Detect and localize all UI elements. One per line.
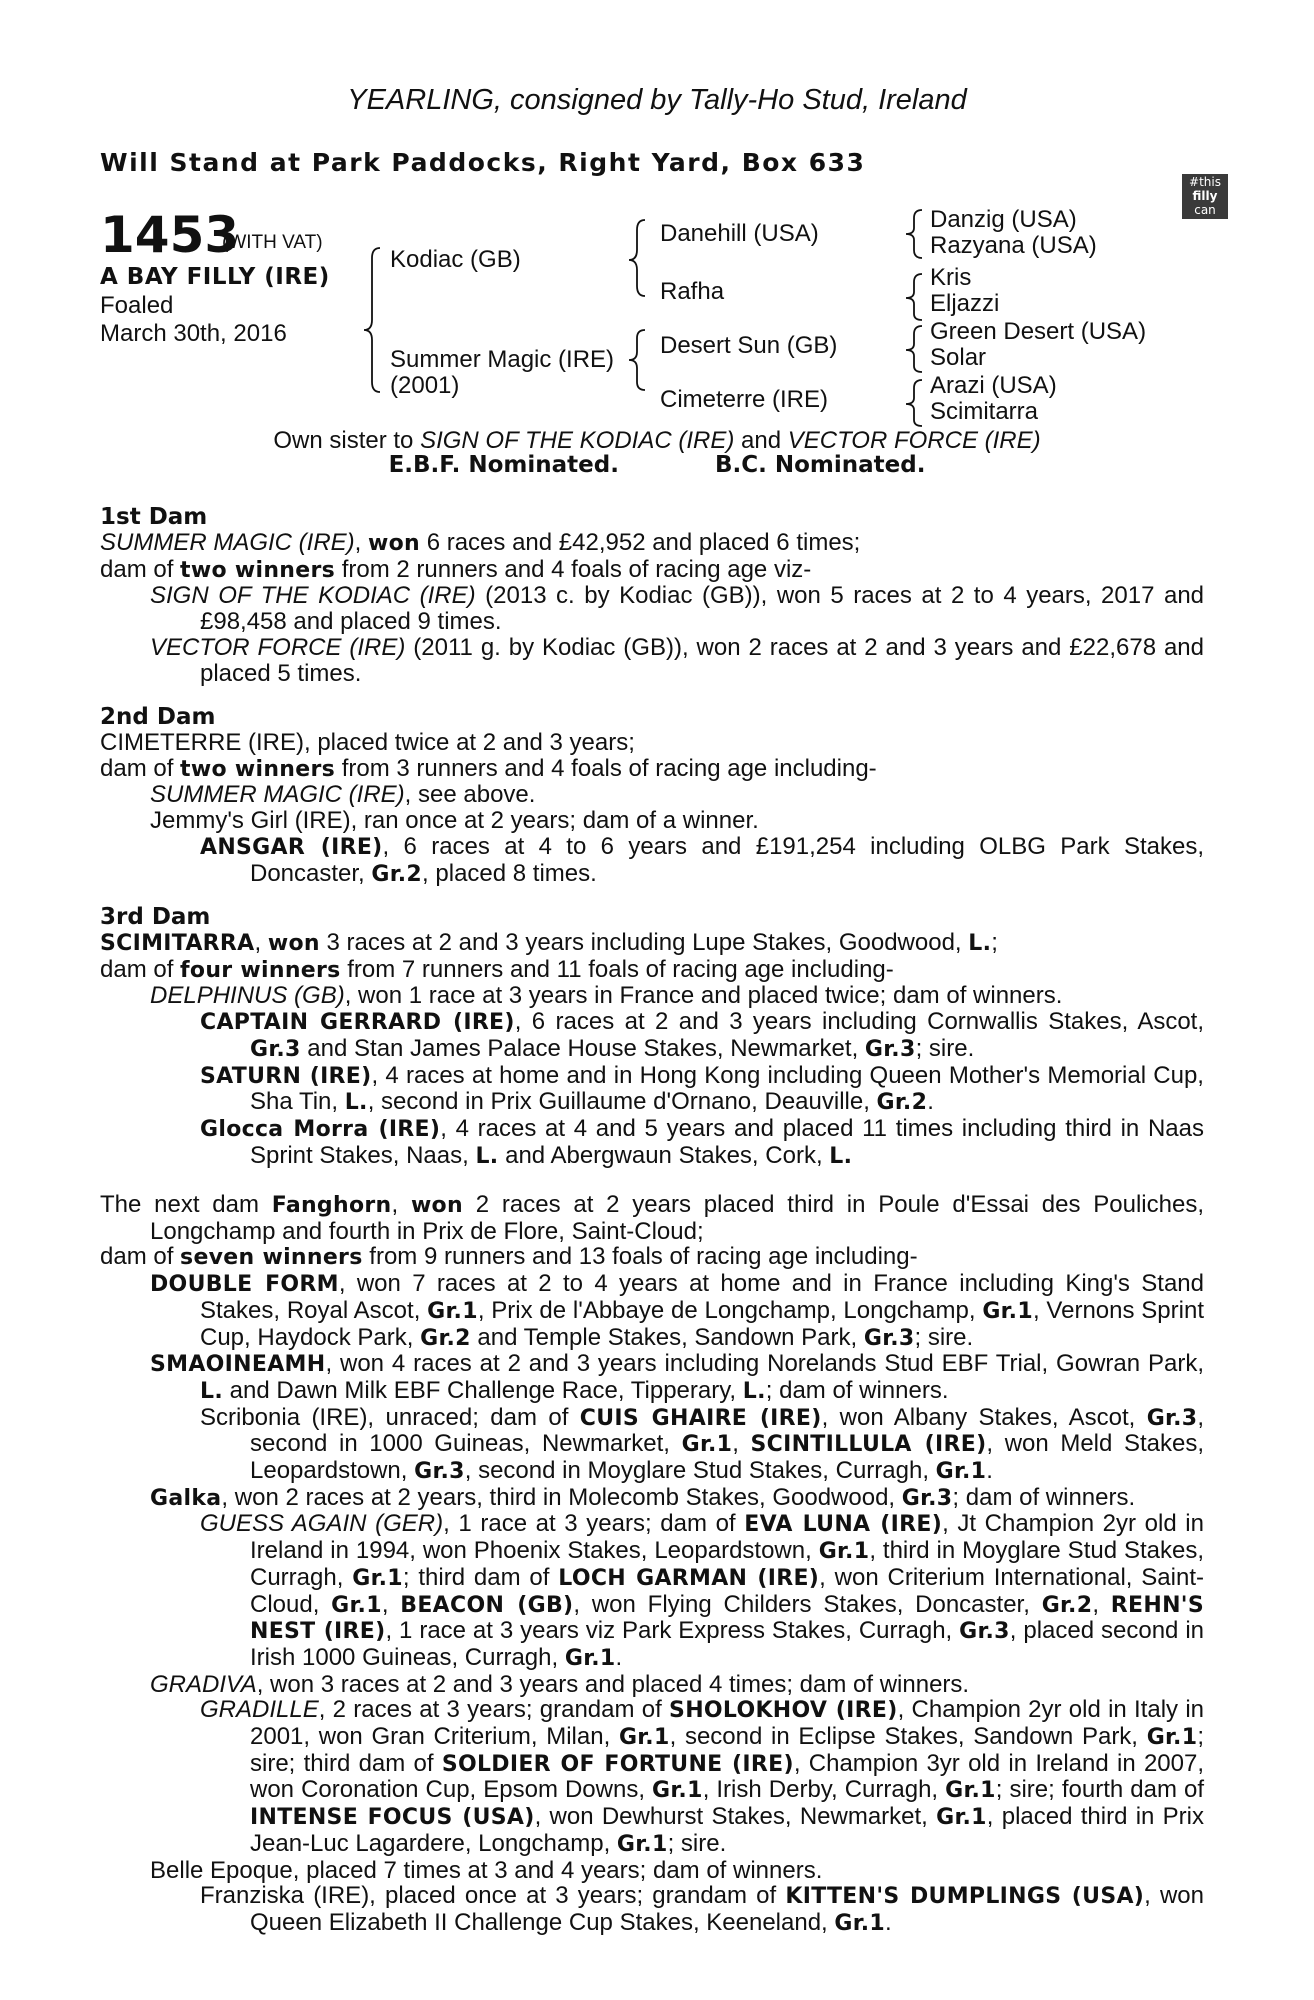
text: Gr.2 bbox=[371, 861, 423, 887]
gg-dam-sire-sire: Green Desert (USA) bbox=[930, 318, 1147, 345]
text: Fanghorn bbox=[271, 1193, 392, 1218]
text: Own sister to bbox=[273, 427, 421, 454]
horse-name: A BAY FILLY (IRE) bbox=[100, 264, 330, 290]
paragraph bbox=[100, 930, 1204, 957]
sire-sire: Danehill (USA) bbox=[660, 220, 819, 247]
text: Gr.3 bbox=[864, 1036, 916, 1062]
text: L. bbox=[200, 1378, 223, 1404]
text: SATURN (IRE) bbox=[200, 1063, 372, 1089]
text: ANSGAR (IRE) bbox=[200, 834, 383, 860]
text: Gr.3 bbox=[250, 1036, 301, 1062]
text: CAPTAIN GERRARD (IRE) bbox=[200, 1010, 515, 1036]
logo-line: #this bbox=[1189, 175, 1221, 189]
text: , 1 race at 3 years viz Park Express Stakes, Curragh, bbox=[385, 1617, 960, 1645]
text: dam of bbox=[100, 955, 181, 983]
progeny-entry bbox=[100, 1883, 1204, 1936]
text: , won 3 races at 2 and 3 years and placed 4 times; dam of winners. bbox=[256, 1670, 970, 1698]
progeny-entry bbox=[100, 1009, 1204, 1062]
gg-sire-dam-sire: Kris bbox=[930, 264, 972, 291]
text: INTENSE FOCUS (USA) bbox=[250, 1805, 535, 1831]
text: , Irish Derby, Curragh, bbox=[702, 1776, 946, 1804]
text: , second in Eclipse Stakes, Sandown Park, bbox=[669, 1723, 1147, 1751]
text: , 2 races at 3 years; grandam of bbox=[318, 1696, 670, 1724]
progeny-entry: Belle Epoque, placed 7 times at 3 and 4 years; dam of winners. bbox=[150, 1856, 823, 1884]
text: SOLDIER OF FORTUNE (IRE) bbox=[441, 1751, 794, 1777]
text: , Jt Champion 2yr old in Ireland in 1994, won Phoenix Stakes, Leopardstown, bbox=[250, 1510, 1204, 1565]
text: ; dam of winners. bbox=[952, 1483, 1136, 1511]
text: two winners bbox=[180, 756, 336, 782]
text: Gr.1 bbox=[1146, 1725, 1198, 1751]
text: Gr.2 bbox=[420, 1325, 471, 1351]
text: , 6 races at 4 to 6 years and £191,254 including OLBG Park Stakes, Doncaster, bbox=[250, 832, 1204, 887]
second-dam-heading: 2nd Dam bbox=[100, 704, 216, 730]
text: , won Criterium International, Saint-Cloud, bbox=[250, 1563, 1204, 1618]
text: Gr.1 bbox=[834, 1910, 886, 1936]
third-dam-section bbox=[100, 930, 1204, 1169]
logo-line: filly bbox=[1192, 189, 1218, 203]
text: , Vernons Sprint Cup, Haydock Park, bbox=[200, 1296, 1204, 1351]
next-dam-section bbox=[100, 1192, 1204, 1937]
text: VECTOR FORCE (IRE) bbox=[150, 633, 406, 661]
text: , see above. bbox=[404, 781, 536, 809]
text: SCIMITARRA bbox=[100, 931, 255, 956]
text: , 6 races at 2 and 3 years including Cornwallis Stakes, Ascot, bbox=[514, 1008, 1205, 1036]
text: , second in 1000 Guineas, Newmarket, bbox=[250, 1403, 1205, 1458]
text: SHOLOKHOV (IRE) bbox=[669, 1698, 898, 1724]
text: Gr.1 bbox=[564, 1645, 616, 1671]
text: (2013 c. by Kodiac (GB)), won 5 races at 2 to 4 years, 2017 and £98,458 and placed 9 times. bbox=[200, 582, 1205, 636]
text: Gr.1 bbox=[945, 1778, 996, 1804]
text: , won Albany Stakes, Ascot, bbox=[821, 1403, 1147, 1431]
paragraph bbox=[100, 1192, 1204, 1244]
text: CUIS GHAIRE (IRE) bbox=[579, 1405, 822, 1431]
nominations bbox=[0, 452, 1314, 478]
progeny-entry bbox=[100, 1511, 1204, 1671]
text: Gr.1 bbox=[352, 1565, 403, 1591]
paragraph: CIMETERRE (IRE), placed twice at 2 and 3 years; bbox=[100, 729, 635, 756]
text: seven winners bbox=[180, 1245, 363, 1271]
text: L. bbox=[829, 1143, 853, 1169]
text: , won 1 race at 3 years in France and placed twice; dam of winners. bbox=[344, 982, 1063, 1010]
text: and Temple Stakes, Sandown Park, bbox=[470, 1323, 864, 1351]
progeny-entry bbox=[100, 834, 1204, 887]
first-dam-heading: 1st Dam bbox=[100, 504, 208, 530]
gg-dam-sire-dam: Solar bbox=[930, 344, 987, 371]
text: DOUBLE FORM bbox=[150, 1272, 339, 1298]
text: , placed 8 times. bbox=[422, 859, 597, 887]
text: Gr.1 bbox=[818, 1539, 870, 1565]
dam-name: Summer Magic (IRE) bbox=[390, 346, 615, 373]
text: SUMMER MAGIC (IRE) bbox=[150, 781, 405, 809]
text: Gr.2 bbox=[876, 1090, 928, 1116]
stand-location: Will Stand at Park Paddocks, Right Yard, Box 633 bbox=[100, 148, 866, 177]
text: , won Dewhurst Stakes, Newmarket, bbox=[534, 1803, 937, 1831]
paragraph bbox=[100, 530, 1204, 557]
text: The next dam bbox=[100, 1191, 272, 1218]
text: Gr.1 bbox=[616, 1831, 668, 1857]
page-title: YEARLING, consigned by Tally-Ho Stud, Ireland bbox=[347, 84, 967, 116]
text: , bbox=[381, 1590, 401, 1618]
progeny-entry bbox=[100, 1351, 1204, 1404]
dam-year: (2001) bbox=[390, 372, 460, 399]
text: Gr.1 bbox=[935, 1459, 987, 1485]
text: ; sire; fourth dam of bbox=[995, 1776, 1204, 1804]
text: . bbox=[615, 1643, 623, 1671]
gg-sire-sire-sire: Danzig (USA) bbox=[930, 206, 1077, 233]
text: Glocca Morra (IRE) bbox=[200, 1116, 441, 1142]
text: L. bbox=[475, 1143, 499, 1169]
text: Franziska (IRE), placed once at 3 years; grandam of bbox=[200, 1882, 786, 1910]
dam-dam: Cimeterre (IRE) bbox=[660, 386, 829, 413]
text: , bbox=[732, 1430, 751, 1458]
text: (2011 g. by Kodiac (GB)), won 2 races at 2 and 3 years and £22,678 and placed 5 times. bbox=[200, 633, 1204, 687]
text: Gr.3 bbox=[901, 1485, 953, 1511]
text: GRADIVA bbox=[150, 1670, 257, 1698]
sire-dam: Rafha bbox=[660, 278, 725, 305]
text: L. bbox=[968, 931, 992, 956]
text: ; sire. bbox=[914, 1323, 974, 1351]
text: and bbox=[734, 427, 788, 454]
text: , placed third in Prix Jean-Luc Lagardere, Longchamp, bbox=[250, 1803, 1204, 1857]
progeny-entry bbox=[100, 1063, 1204, 1116]
text: Gr.3 bbox=[863, 1325, 915, 1351]
text: GUESS AGAIN (GER) bbox=[200, 1510, 444, 1538]
paragraph bbox=[100, 756, 1204, 783]
text: Gr.2 bbox=[1041, 1592, 1093, 1618]
text: , 4 races at 4 and 5 years and placed 11 times including third in Naas Sprint Stakes, Naas, bbox=[250, 1114, 1204, 1169]
gg-dam-dam-dam: Scimitarra bbox=[930, 398, 1039, 425]
text: two winners bbox=[180, 557, 336, 583]
text: DELPHINUS (GB) bbox=[150, 982, 345, 1010]
text: KITTEN'S DUMPLINGS (USA) bbox=[785, 1884, 1145, 1910]
text: REHN'S NEST (IRE) bbox=[250, 1592, 1204, 1645]
text: ; bbox=[991, 929, 998, 956]
text: , won 4 races at 2 and 3 years including Norelands Stud EBF Trial, Gowran Park, bbox=[325, 1350, 1204, 1378]
text: ; third dam of bbox=[402, 1563, 559, 1591]
progeny-entry bbox=[100, 1672, 1204, 1698]
progeny-entry bbox=[100, 1271, 1204, 1351]
text: Gr.1 bbox=[982, 1298, 1033, 1324]
dam-name: SUMMER MAGIC (IRE) bbox=[100, 529, 355, 556]
paragraph bbox=[100, 557, 1204, 584]
progeny-entry bbox=[100, 1697, 1204, 1857]
text: Gr.3 bbox=[414, 1459, 465, 1485]
text: . bbox=[927, 1088, 934, 1116]
text: . bbox=[986, 1457, 993, 1485]
text: dam of bbox=[100, 754, 181, 782]
third-dam-heading: 3rd Dam bbox=[100, 904, 211, 930]
text: Gr.1 bbox=[681, 1432, 733, 1458]
text: BEACON (GB) bbox=[400, 1592, 574, 1618]
text: and Abergwaun Stakes, Cork, bbox=[498, 1141, 830, 1169]
text: and Dawn Milk EBF Challenge Race, Tipperary, bbox=[222, 1376, 743, 1404]
gg-dam-dam-sire: Arazi (USA) bbox=[930, 372, 1057, 399]
text: and Stan James Palace House Stakes, Newmarket, bbox=[300, 1034, 865, 1062]
sire-name: Kodiac (GB) bbox=[390, 246, 521, 273]
text: , bbox=[354, 529, 369, 556]
text: won bbox=[410, 1193, 463, 1218]
text: Scribonia (IRE), unraced; dam of bbox=[200, 1403, 580, 1431]
progeny-entry bbox=[100, 635, 1204, 686]
progeny-entry bbox=[100, 983, 1204, 1009]
text: EVA LUNA (IRE) bbox=[744, 1512, 943, 1538]
text: , won 7 races at 2 to 4 years at home and in France including King's Stand Stakes, Royal Ascot, bbox=[200, 1270, 1204, 1324]
text: Galka bbox=[150, 1485, 222, 1511]
paragraph bbox=[100, 957, 1204, 984]
sister-name: SIGN OF THE KODIAC (IRE) bbox=[420, 427, 735, 454]
second-dam-section bbox=[100, 730, 1204, 887]
text: , 1 race at 3 years; dam of bbox=[443, 1510, 745, 1538]
text: , bbox=[254, 929, 268, 956]
text: , second in Moyglare Stud Stakes, Curragh, bbox=[464, 1457, 936, 1485]
text: from 7 runners and 11 foals of racing age including- bbox=[340, 955, 894, 983]
text: , 4 races at home and in Hong Kong including Queen Mother's Memorial Cup, Sha Tin, bbox=[250, 1061, 1204, 1116]
text: Gr.3 bbox=[1146, 1405, 1198, 1431]
progeny-entry bbox=[100, 1116, 1204, 1169]
text: ; sire. bbox=[667, 1829, 727, 1857]
text: L. bbox=[344, 1090, 368, 1116]
text: GRADILLE bbox=[200, 1696, 319, 1724]
bc-nominated: B.C. Nominated. bbox=[714, 452, 926, 478]
text: , Champion 2yr old in Italy in 2001, won Gran Criterium, Milan, bbox=[250, 1696, 1205, 1751]
paragraph bbox=[100, 1244, 1204, 1271]
dam-sire: Desert Sun (GB) bbox=[660, 332, 838, 359]
text: ; sire; third dam of bbox=[250, 1723, 1204, 1777]
text: , second in Prix Guillaume d'Ornano, Deauville, bbox=[367, 1088, 877, 1116]
progeny-entry: Jemmy's Girl (IRE), ran once at 2 years; dam of a winner. bbox=[150, 807, 759, 835]
text: dam of bbox=[100, 555, 181, 583]
text: , Prix de l'Abbaye de Longchamp, Longchamp, bbox=[477, 1296, 983, 1324]
text: 3 races at 2 and 3 years including Lupe Stakes, Goodwood, bbox=[319, 929, 969, 956]
text: Gr.1 bbox=[652, 1778, 703, 1804]
progeny-entry bbox=[100, 782, 1204, 808]
progeny-entry bbox=[100, 1485, 1204, 1512]
text: , won Meld Stakes, Leopardstown, bbox=[250, 1430, 1204, 1485]
text: SIGN OF THE KODIAC (IRE) bbox=[150, 582, 476, 610]
text: won bbox=[267, 931, 320, 956]
own-sister-note bbox=[0, 427, 1314, 455]
text: , third in Moyglare Stud Stakes, Curragh, bbox=[250, 1537, 1204, 1591]
ebf-nominated: E.B.F. Nominated. bbox=[388, 452, 619, 478]
text: , won Flying Childers Stakes, Doncaster, bbox=[573, 1590, 1042, 1618]
text: ; dam of winners. bbox=[765, 1376, 949, 1404]
text: , bbox=[1092, 1590, 1111, 1618]
text: 2 races at 2 years placed third in Poule d'Essai des Pouliches, Longchamp and fourth in Prix de Flore, Saint-Cloud; bbox=[150, 1191, 1204, 1245]
text: from 9 runners and 13 foals of racing age including- bbox=[362, 1243, 918, 1271]
text: Gr.1 bbox=[427, 1298, 478, 1324]
text: , bbox=[391, 1191, 411, 1218]
text: , won 2 races at 2 years, third in Molecomb Stakes, Goodwood, bbox=[221, 1483, 902, 1511]
text: from 2 runners and 4 foals of racing age viz- bbox=[335, 555, 812, 583]
pedigree-brackets bbox=[0, 0, 1314, 440]
sister-name: VECTOR FORCE (IRE) bbox=[787, 427, 1041, 454]
text: Gr.1 bbox=[936, 1805, 987, 1831]
text: Gr.1 bbox=[618, 1725, 670, 1751]
text: , placed second in Irish 1000 Guineas, Curragh, bbox=[250, 1617, 1205, 1671]
text: dam of bbox=[100, 1243, 181, 1271]
text: Gr.3 bbox=[959, 1619, 1010, 1645]
text: LOCH GARMAN (IRE) bbox=[558, 1565, 820, 1591]
first-dam-section bbox=[100, 530, 1204, 686]
progeny-entry bbox=[100, 583, 1204, 634]
foaled-date: March 30th, 2016 bbox=[100, 320, 287, 347]
text: . bbox=[885, 1908, 892, 1936]
text: SCINTILLULA (IRE) bbox=[750, 1432, 987, 1458]
text: ; sire. bbox=[915, 1034, 975, 1062]
logo-line: can bbox=[1194, 203, 1216, 217]
text: SMAOINEAMH bbox=[150, 1352, 326, 1378]
text: four winners bbox=[180, 957, 341, 983]
text: , won Queen Elizabeth II Challenge Cup Stakes, Keeneland, bbox=[250, 1882, 1204, 1936]
vat-note: (WITH VAT) bbox=[222, 232, 323, 253]
gg-sire-sire-dam: Razyana (USA) bbox=[930, 232, 1097, 259]
gg-sire-dam-dam: Eljazzi bbox=[930, 290, 1000, 317]
foaled-label: Foaled bbox=[100, 292, 174, 319]
text: won bbox=[368, 531, 421, 556]
text: L. bbox=[742, 1378, 766, 1404]
text: 6 races and £42,952 and placed 6 times; bbox=[420, 529, 861, 556]
lot-number: 1453 bbox=[100, 206, 240, 264]
progeny-entry bbox=[100, 1405, 1204, 1485]
text: , Champion 3yr old in Ireland in 2007, won Coronation Cup, Epsom Downs, bbox=[250, 1749, 1204, 1804]
text: from 3 runners and 4 foals of racing age including- bbox=[335, 754, 877, 782]
text: Gr.1 bbox=[331, 1592, 382, 1618]
